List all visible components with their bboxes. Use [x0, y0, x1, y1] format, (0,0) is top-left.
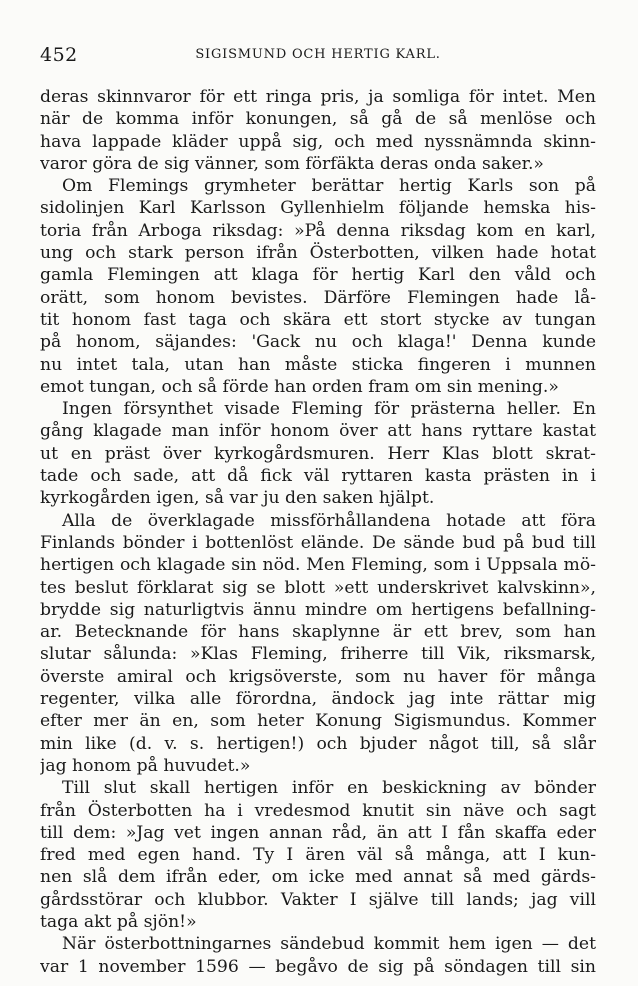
text-line: regenter, vilka alle förordna, ändock jag inte rättar mig: [40, 689, 596, 710]
text-line: slutar sålunda: »Klas Fleming, friherre till Vik, riksmarsk,: [40, 644, 596, 665]
text-line: gamla Flemingen att klaga för hertig Karl den våld och: [40, 265, 596, 286]
text-line: orätt, som honom bevistes. Därföre Flemingen hade lå-: [40, 287, 596, 308]
text-line: jag honom på huvudet.»: [40, 755, 251, 776]
text-line: Finlands bönder i bottenlöst elände. De sände bud på bud till: [40, 532, 596, 553]
text-line: ut en präst över kyrkogårdsmuren. Herr Klas blott skrat-: [40, 443, 596, 464]
text-line: gårdsstörar och klubbor. Vakter I själve till lands; jag vill: [40, 889, 596, 910]
text-line: tit honom fast taga och skära ett stort stycke av tungan: [40, 309, 596, 330]
text-line: fred med egen hand. Ty I ären väl så många, att I kun-: [40, 845, 596, 866]
text-line: När österbottningarnes sändebud kommit hem igen — det: [62, 934, 596, 955]
text-line: tes beslut förklarat sig se blott »ett underskrivet kalvskinn»,: [40, 577, 596, 598]
text-line: på honom, säjandes: 'Gack nu och klaga!' Denna kunde: [40, 332, 596, 353]
text-line: överste amiral och krigsöverste, som nu haver för många: [40, 666, 596, 687]
page-header: [40, 44, 596, 72]
text-line: varor göra de sig vänner, som förfäkta deras onda saker.»: [40, 153, 544, 174]
text-line: var 1 november 1596 — begåvo de sig på söndagen till sin: [40, 956, 596, 977]
text-line: ar. Betecknande för hans skaplynne är ett brev, som han: [40, 622, 596, 643]
page-number: 452: [40, 44, 78, 66]
text-line: tade och sade, att då fick väl ryttaren kasta prästen in i: [40, 466, 596, 487]
body-text: [40, 86, 596, 978]
text-line: hava lappade kläder uppå sig, och med nyssnämnda skinn-: [40, 131, 596, 152]
text-line: brydde sig naturligtvis ännu mindre om hertigens befallning-: [40, 599, 596, 620]
text-line: Ingen försynthet visade Fleming för prästerna heller. En: [62, 399, 596, 420]
running-title: SIGISMUND OCH HERTIG KARL.: [195, 47, 441, 62]
text-line: nu intet tala, utan han måste sticka fingeren i munnen: [40, 354, 596, 375]
text-line: min like (d. v. s. hertigen!) och bjuder något till, så slår: [40, 733, 596, 754]
text-line: Till slut skall hertigen inför en beskickning av bönder: [62, 778, 596, 799]
text-line: kyrkogården igen, så var ju den saken hjälpt.: [40, 488, 435, 509]
text-line: Om Flemings grymheter berättar hertig Karls son på: [62, 176, 596, 197]
text-line: gång klagade man inför honom över att hans ryttare kastat: [40, 421, 596, 442]
text-line: hertigen och klagade sin nöd. Men Fleming, som i Uppsala mö-: [40, 555, 596, 576]
text-line: ung och stark person ifrån Österbotten, vilken hade hotat: [40, 243, 596, 264]
text-line: toria från Arboga riksdag: »På denna riksdag kom en karl,: [40, 220, 596, 241]
text-line: efter mer än en, som heter Konung Sigismundus. Kommer: [40, 711, 596, 732]
text-line: deras skinnvaror för ett ringa pris, ja somliga för intet. Men: [40, 87, 596, 107]
text-line: emot tungan, och så förde han orden fram om sin mening.»: [40, 376, 559, 397]
text-line: nen slå dem ifrån eder, om icke med annat så med gärds-: [40, 867, 596, 888]
text-line: Alla de överklagade missförhållandena hotade att föra: [62, 510, 596, 531]
text-line: taga akt på sjön!»: [40, 911, 197, 932]
text-line: när de komma inför konungen, så gå de så menlöse och: [40, 109, 596, 130]
text-line: till dem: »Jag vet ingen annan råd, än att I fån skaffa eder: [40, 822, 596, 843]
text-line: sidolinjen Karl Karlsson Gyllenhielm följande hemska his-: [40, 198, 596, 219]
text-line: från Österbotten ha i vredesmod knutit sin näve och sagt: [40, 800, 596, 821]
